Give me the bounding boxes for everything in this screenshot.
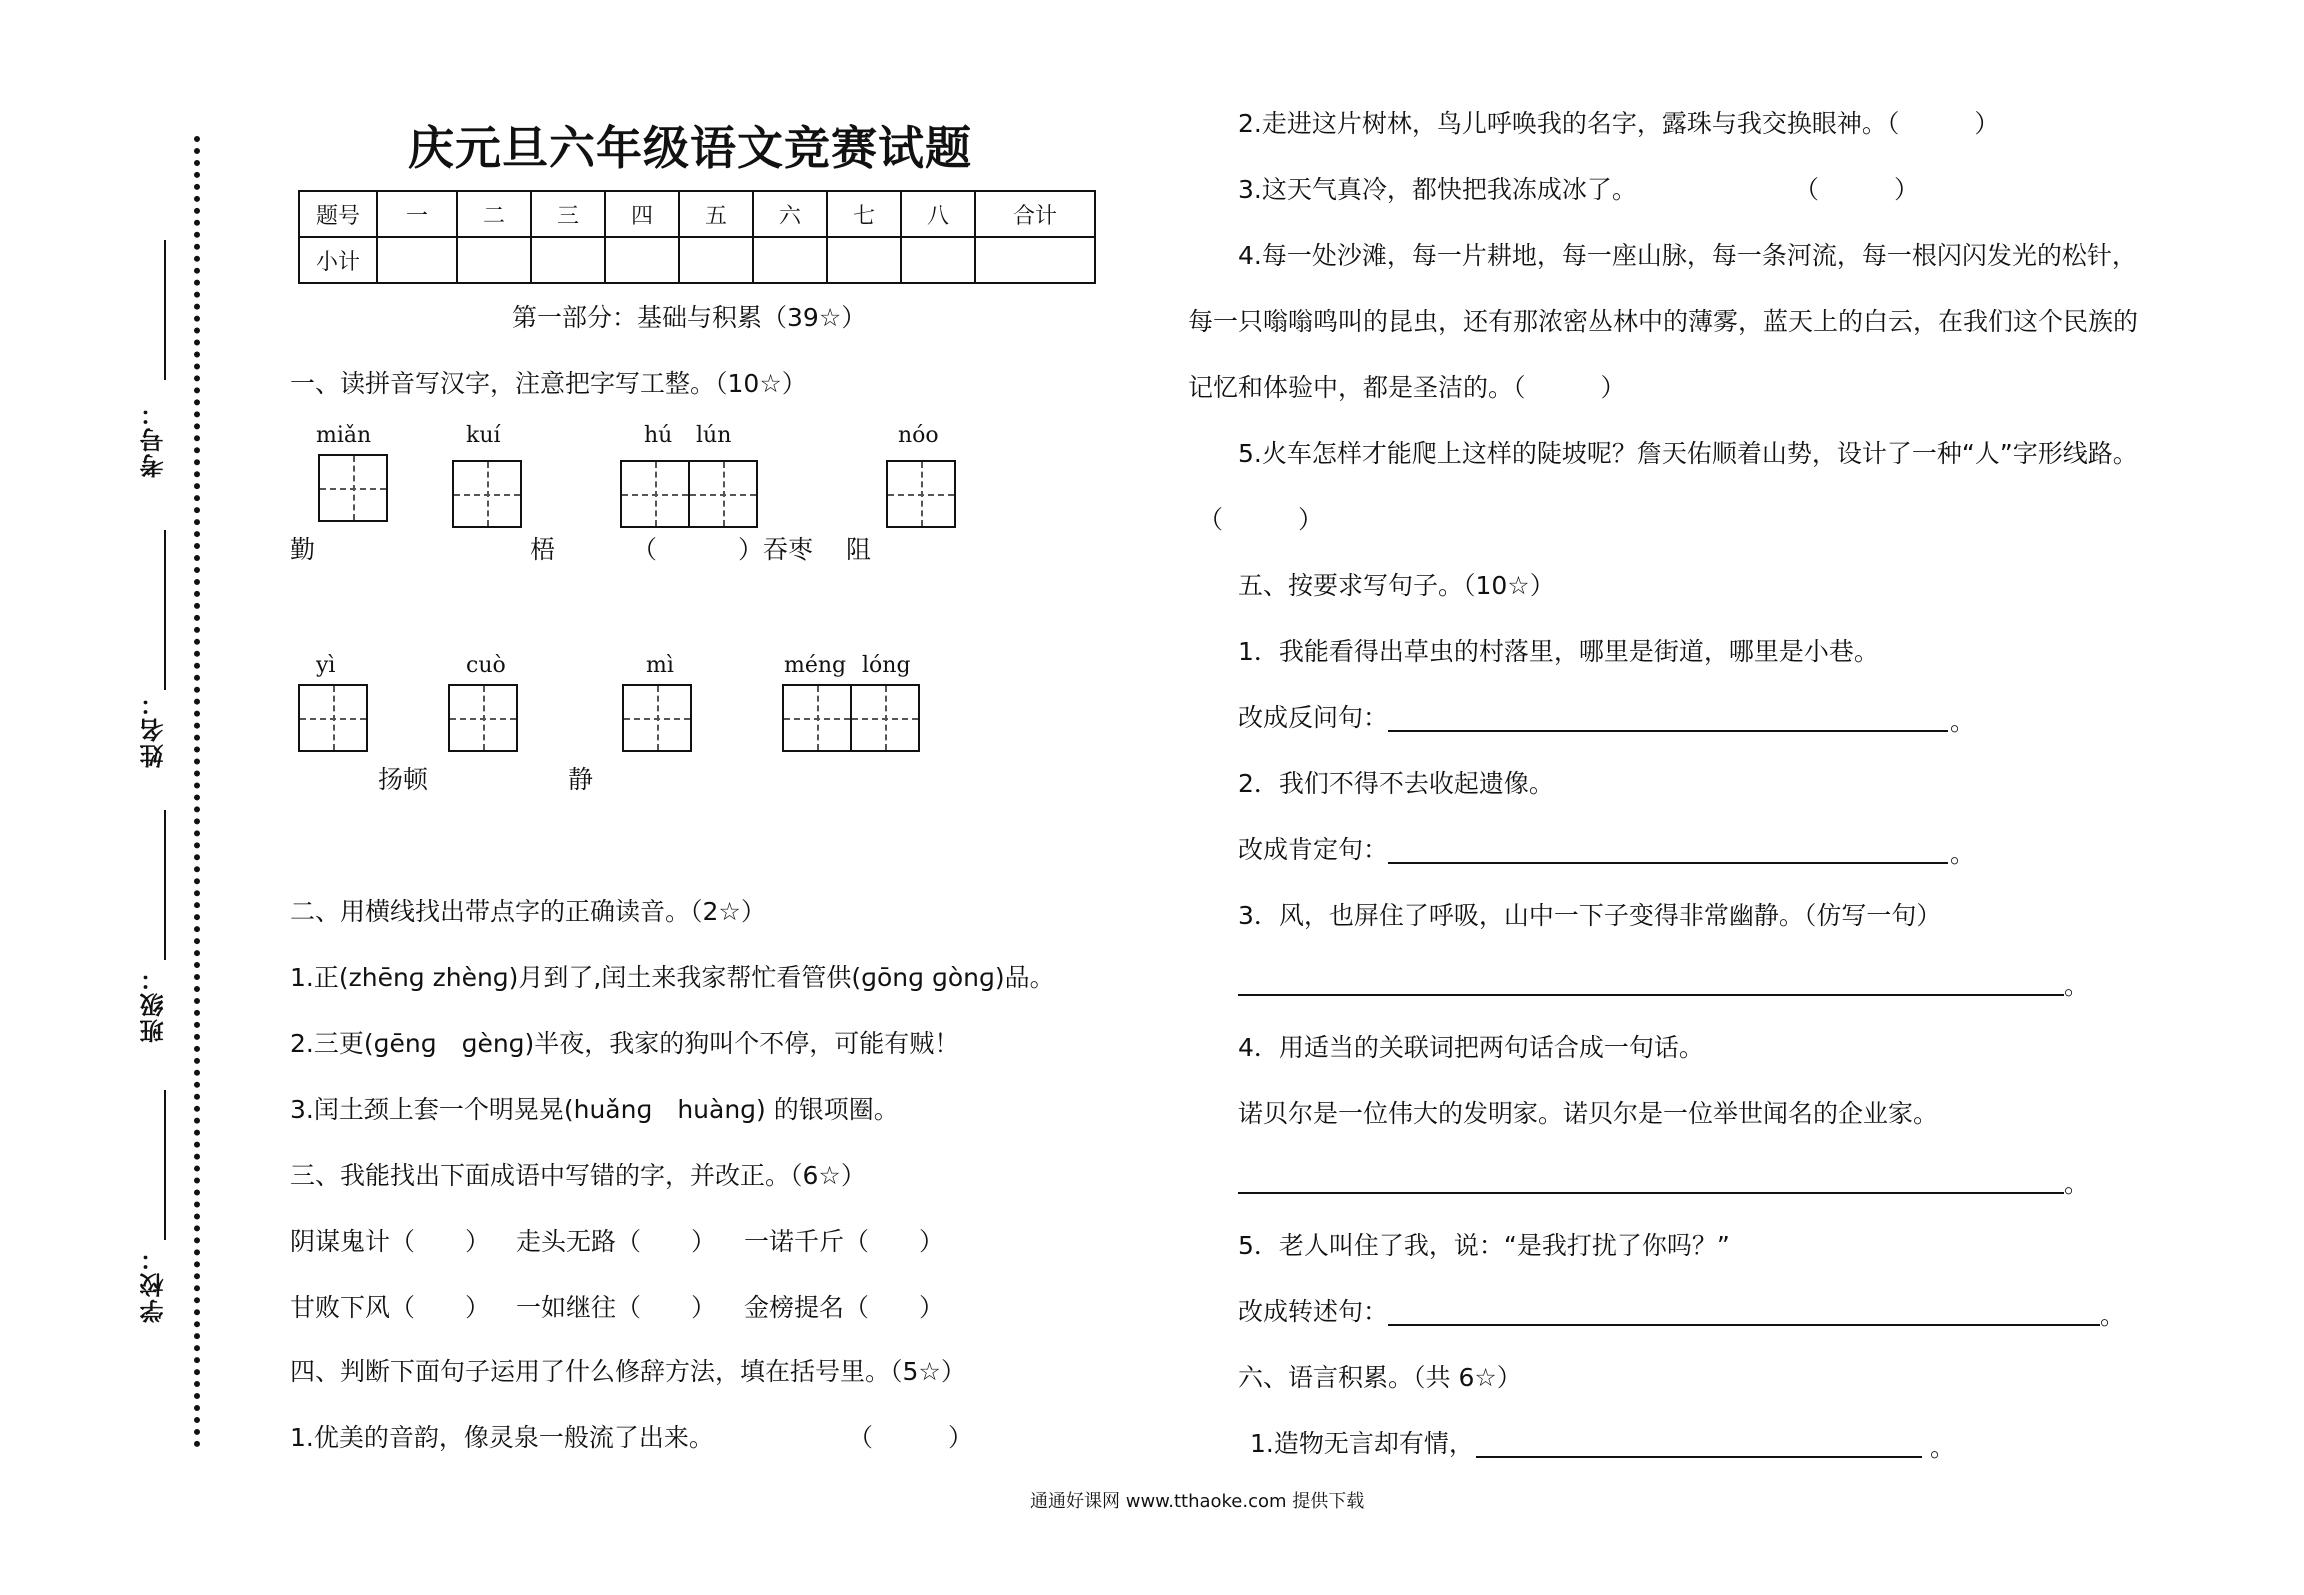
score-table bbox=[298, 190, 1096, 284]
tian-grid-box[interactable] bbox=[448, 684, 518, 752]
tian-grid-box[interactable] bbox=[782, 684, 852, 752]
answer-line[interactable] bbox=[1476, 1456, 1922, 1458]
score-cell: 四 bbox=[605, 191, 679, 237]
q1-row1-text: ）吞枣 bbox=[738, 535, 814, 564]
period: 。 bbox=[1950, 707, 1976, 736]
q5-sentence: 4．用适当的关联词把两句话合成一句话。 bbox=[1238, 1033, 1704, 1062]
q3-idiom: 甘败下风（ ） bbox=[290, 1293, 491, 1322]
period: 。 bbox=[1950, 839, 1976, 868]
score-subtotal-row bbox=[299, 237, 1095, 283]
q4-answer-paren[interactable]: （ ） bbox=[1794, 175, 1920, 204]
kaohao-label: 考号： bbox=[140, 400, 168, 478]
footer-source: 通通好课网 www.tthaoke.com 提供下载 bbox=[1030, 1491, 1365, 1512]
q4-item: 5.火车怎样才能爬上这样的陡坡呢？詹天佑顺着山势，设计了一种“人”字形线路。 bbox=[1238, 439, 2138, 468]
q4-item: 4.每一处沙滩，每一片耕地，每一座山脉，每一条河流，每一根闪闪发光的松针， bbox=[1238, 241, 2137, 270]
xingming-line bbox=[164, 530, 166, 690]
q5-sentence: 1．我能看得出草虫的村落里，哪里是街道，哪里是小巷。 bbox=[1238, 637, 1879, 666]
score-input-cell[interactable] bbox=[457, 237, 531, 283]
period: 。 bbox=[1930, 1433, 1956, 1462]
pinyin-label: nóo bbox=[898, 423, 939, 448]
tian-grid-box[interactable] bbox=[620, 460, 690, 528]
q2-item: 2.三更(ɡēnɡ ɡènɡ)半夜，我家的狗叫个不停，可能有贼！ bbox=[290, 1029, 960, 1058]
score-cell: 二 bbox=[457, 191, 531, 237]
pinyin-label: cuò bbox=[466, 653, 506, 678]
q1-row1-text: 梧 bbox=[530, 535, 556, 564]
q4-item: 2.走进这片树林，鸟儿呼唤我的名字，露珠与我交换眼神。（ ） bbox=[1238, 109, 2000, 138]
q3-idiom: 一诺千斤（ ） bbox=[744, 1227, 945, 1256]
part1-heading: 第一部分：基础与积累（39☆） bbox=[512, 303, 867, 332]
tian-grid-box[interactable] bbox=[318, 454, 388, 522]
pinyin-label: lún bbox=[696, 423, 732, 448]
q6-item: 1.造物无言却有情， bbox=[1250, 1429, 1474, 1458]
binding-dotted-line bbox=[194, 136, 200, 1448]
score-input-cell[interactable] bbox=[901, 237, 975, 283]
score-input-cell[interactable] bbox=[605, 237, 679, 283]
answer-line[interactable] bbox=[1388, 1324, 2100, 1326]
answer-line[interactable] bbox=[1388, 730, 1948, 732]
score-header-row bbox=[299, 191, 1095, 237]
xuexiao-line bbox=[164, 1090, 166, 1240]
q5-prompt: 改成反问句： bbox=[1238, 703, 1389, 732]
score-cell: 六 bbox=[753, 191, 827, 237]
answer-line[interactable] bbox=[1238, 994, 2064, 996]
score-input-cell[interactable] bbox=[753, 237, 827, 283]
q4-item: 记忆和体验中，都是圣洁的。（ ） bbox=[1188, 373, 1626, 402]
q4-item: 1.优美的音韵，像灵泉一般流了出来。 bbox=[290, 1423, 714, 1452]
score-cell: 五 bbox=[679, 191, 753, 237]
score-input-cell[interactable] bbox=[377, 237, 457, 283]
q3-idiom: 阴谋鬼计（ ） bbox=[290, 1227, 491, 1256]
xingming-label: 姓名： bbox=[140, 690, 168, 768]
q1-row1-text: 阻 bbox=[846, 535, 872, 564]
q3-idiom: 金榜提名（ ） bbox=[744, 1293, 945, 1322]
q1-row2-text: 扬顿 bbox=[378, 765, 429, 794]
xuexiao-label: 学校： bbox=[140, 1245, 168, 1323]
q4-item: 3.这天气真冷，都快把我冻成冰了。 bbox=[1238, 175, 1637, 204]
pinyin-label: kuí bbox=[466, 423, 501, 448]
score-cell: 合计 bbox=[975, 191, 1095, 237]
q1-row1-text: （ bbox=[632, 535, 658, 564]
q4-answer-paren[interactable]: （ ） bbox=[1198, 505, 1324, 534]
score-input-cell[interactable] bbox=[975, 237, 1095, 283]
period: 。 bbox=[2064, 1169, 2090, 1198]
q5-prompt: 改成肯定句： bbox=[1238, 835, 1389, 864]
pinyin-label: yì bbox=[316, 653, 336, 678]
q1-row2-text: 静 bbox=[568, 765, 594, 794]
score-cell: 题号 bbox=[299, 191, 377, 237]
q5-heading: 五、按要求写句子。（10☆） bbox=[1238, 571, 1555, 600]
tian-grid-box[interactable] bbox=[688, 460, 758, 528]
score-input-cell[interactable] bbox=[827, 237, 901, 283]
tian-grid-box[interactable] bbox=[298, 684, 368, 752]
period: 。 bbox=[2064, 971, 2090, 1000]
q1-row1-text: 勤 bbox=[290, 535, 316, 564]
pinyin-label: mì bbox=[646, 653, 674, 678]
q5-sentence: 诺贝尔是一位伟大的发明家。诺贝尔是一位举世闻名的企业家。 bbox=[1238, 1099, 1939, 1128]
score-cell: 小计 bbox=[299, 237, 377, 283]
score-cell: 七 bbox=[827, 191, 901, 237]
kaohao-line bbox=[164, 240, 166, 380]
pinyin-label: lóng bbox=[862, 653, 911, 678]
q4-heading: 四、判断下面句子运用了什么修辞方法，填在括号里。（5☆） bbox=[290, 1357, 966, 1386]
q1-heading: 一、读拼音写汉字，注意把字写工整。（10☆） bbox=[290, 369, 807, 398]
q3-idiom: 一如继往（ ） bbox=[516, 1293, 717, 1322]
q3-heading: 三、我能找出下面成语中写错的字，并改正。（6☆） bbox=[290, 1161, 866, 1190]
banji-label: 班级： bbox=[140, 965, 168, 1043]
tian-grid-box[interactable] bbox=[886, 460, 956, 528]
q5-sentence: 2．我们不得不去收起遗像。 bbox=[1238, 769, 1554, 798]
period: 。 bbox=[2100, 1301, 2126, 1330]
score-cell: 三 bbox=[531, 191, 605, 237]
q2-item: 3.闰土颈上套一个明晃晃(huǎnɡ huànɡ) 的银项圈。 bbox=[290, 1095, 899, 1124]
q2-heading: 二、用横线找出带点字的正确读音。（2☆） bbox=[290, 897, 766, 926]
answer-line[interactable] bbox=[1388, 862, 1948, 864]
score-input-cell[interactable] bbox=[531, 237, 605, 283]
pinyin-label: méng bbox=[784, 653, 847, 678]
banji-line bbox=[164, 810, 166, 960]
pinyin-label: hú bbox=[644, 423, 673, 448]
q5-sentence: 5．老人叫住了我，说：“是我打扰了你吗？” bbox=[1238, 1231, 1730, 1260]
pinyin-label: miǎn bbox=[316, 423, 372, 448]
q2-item: 1.正(zhēnɡ zhènɡ)月到了,闰土来我家帮忙看管供(ɡōnɡ ɡònɡ)品。 bbox=[290, 963, 1055, 992]
score-input-cell[interactable] bbox=[679, 237, 753, 283]
q4-item: 每一只嗡嗡鸣叫的昆虫，还有那浓密丛林中的薄雾，蓝天上的白云，在我们这个民族的 bbox=[1188, 307, 2139, 336]
tian-grid-box[interactable] bbox=[452, 460, 522, 528]
q5-prompt: 改成转述句： bbox=[1238, 1297, 1389, 1326]
score-cell: 八 bbox=[901, 191, 975, 237]
tian-grid-box[interactable] bbox=[622, 684, 692, 752]
q6-heading: 六、语言积累。（共 6☆） bbox=[1238, 1363, 1522, 1392]
score-cell: 一 bbox=[377, 191, 457, 237]
tian-grid-box[interactable] bbox=[850, 684, 920, 752]
q4-answer-paren[interactable]: （ ） bbox=[848, 1423, 974, 1452]
answer-line[interactable] bbox=[1238, 1192, 2064, 1194]
q3-idiom: 走头无路（ ） bbox=[516, 1227, 717, 1256]
q5-sentence: 3．风，也屏住了呼吸，山中一下子变得非常幽静。（仿写一句） bbox=[1238, 901, 1942, 930]
page-title: 庆元旦六年级语文竞赛试题 bbox=[408, 121, 972, 175]
